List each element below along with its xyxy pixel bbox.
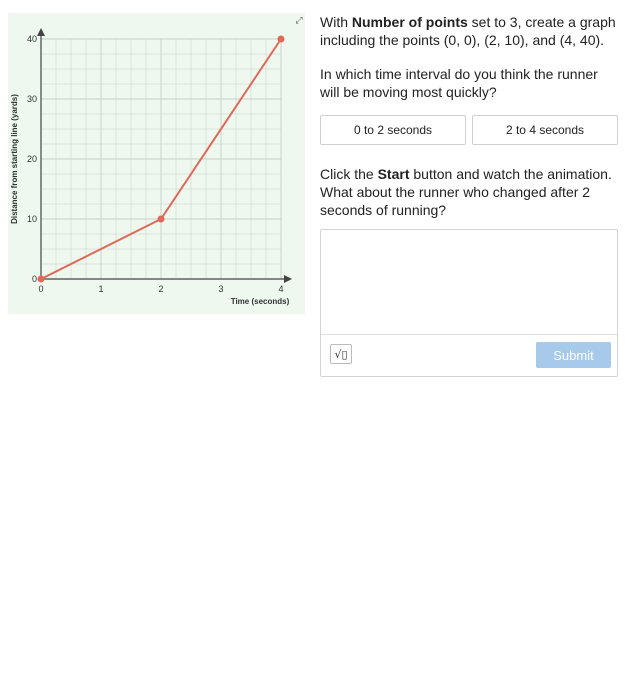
x-axis-arrow-icon <box>284 275 292 283</box>
y-tick-label: 30 <box>26 94 37 104</box>
x-tick-label: 4 <box>278 284 284 294</box>
distance-time-graph[interactable] <box>8 13 305 314</box>
animation-question-prefix: Click the <box>320 166 378 182</box>
math-input-button[interactable]: √▯ <box>330 344 352 364</box>
expand-arrows-icon[interactable]: ⤢ <box>295 16 303 26</box>
x-axis-label: Time (seconds) <box>230 297 290 306</box>
y-tick-label: 10 <box>26 214 37 224</box>
choice-2-to-4-seconds[interactable]: 2 to 4 seconds <box>472 115 618 145</box>
y-tick-label: 20 <box>26 154 37 164</box>
instruction-suffix: set to 3, create a graph including the points (0, 0), (2, 10), and (4, 40). <box>320 14 616 48</box>
answer-divider <box>321 334 617 335</box>
answer-box <box>320 229 618 377</box>
x-tick-label: 2 <box>158 284 164 294</box>
x-tick-label: 3 <box>218 284 224 294</box>
animation-question-bold: Start <box>377 166 410 182</box>
animation-question-text <box>320 165 618 219</box>
data-point-2 <box>278 36 285 43</box>
choice-0-to-2-seconds[interactable]: 0 to 2 seconds <box>320 115 466 145</box>
y-axis-arrow-icon <box>37 28 45 36</box>
y-tick-label: 0 <box>31 274 37 284</box>
instruction-bold: Number of points <box>351 14 468 30</box>
question-text: In which time interval do you think the runner will be moving most quickly? <box>320 66 598 100</box>
x-tick-label: 1 <box>98 284 104 294</box>
data-point-1 <box>158 216 165 223</box>
submit-button[interactable]: Submit <box>536 342 611 368</box>
answer-input[interactable] <box>321 230 617 334</box>
y-tick-label: 40 <box>26 34 37 44</box>
instruction-text <box>320 13 618 49</box>
x-tick-label: 0 <box>38 284 44 294</box>
answer-choices <box>320 115 618 145</box>
data-point-0 <box>38 276 45 283</box>
graph-panel[interactable] <box>8 13 305 314</box>
grid-lines <box>41 39 281 279</box>
question-panel <box>320 13 618 377</box>
instruction-prefix: With <box>320 14 352 30</box>
animation-question-suffix: button and watch the animation. What about the runner who changed after 2 seconds of running? <box>320 166 612 218</box>
y-axis-label: Distance from starting line (yards) <box>10 94 19 224</box>
